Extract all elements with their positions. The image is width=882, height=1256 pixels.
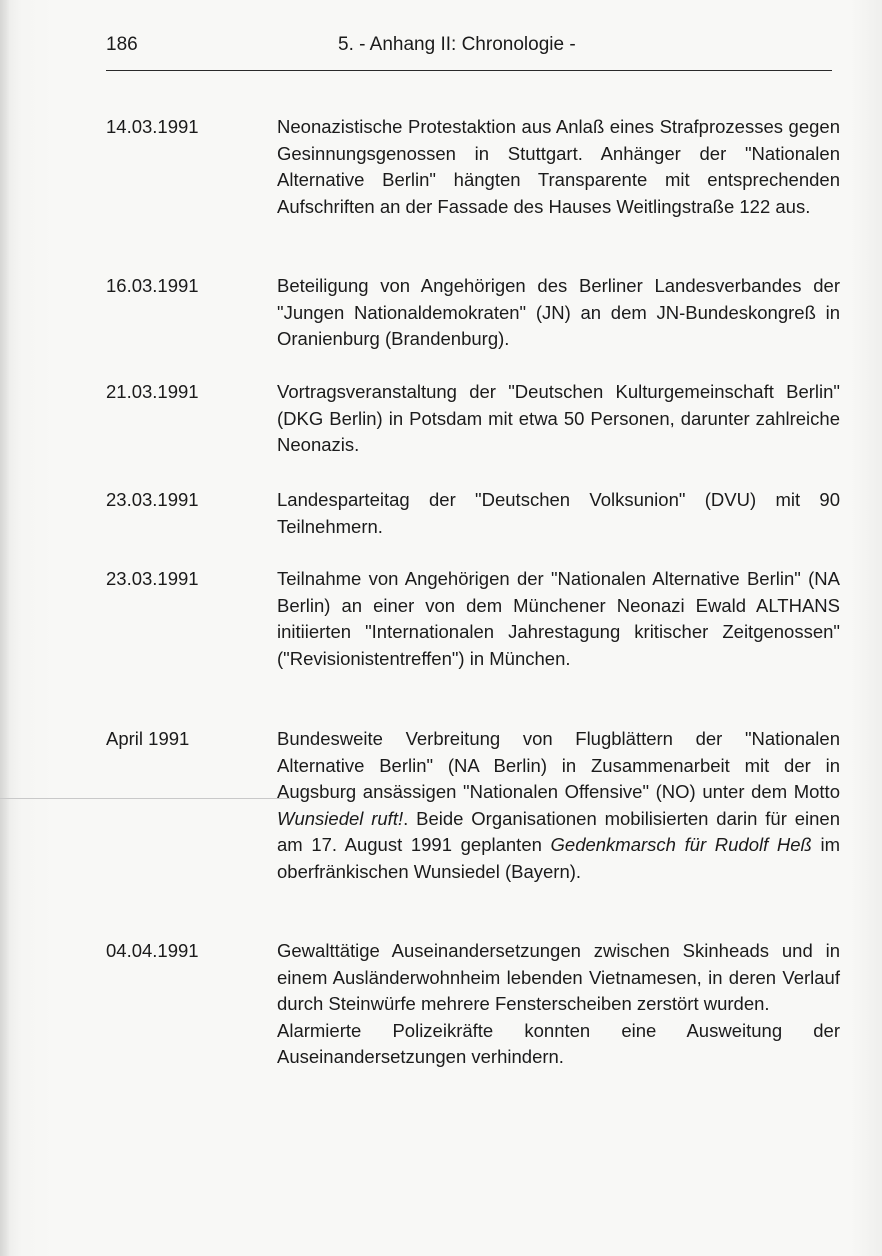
entry-text-part: Bundesweite Verbreitung von Flugblättern der "Nationalen Alternative Berlin" (NA Berlin) in Zusammenarbeit mit der in Augsburg ansässigen "Nationalen Offensive" (NO) unter dem Motto [277, 728, 840, 802]
page-header [106, 34, 832, 62]
entry-date: 23.03.1991 [106, 489, 199, 510]
entry-text-part: . Beide Organisationen mobilisierten darin für einen am 17. August 1991 geplanten [277, 807, 840, 855]
entry-date: 14.03.1991 [106, 116, 199, 137]
entry-text: Teilnahme von Angehörigen der "Nationalen Alternative Berlin" (NA Berlin) an einer von dem Münchener Neonazi Ewald ALTHANS initiierten "Internationalen Jahrestagung kritischer Zeitgenossen" ("Revisionistentreffen") in München. [277, 568, 840, 669]
entry-date: 21.03.1991 [106, 381, 199, 402]
entry-text: Gewalttätige Auseinandersetzungen zwischen Skinheads und in einem Ausländerwohnheim lebenden Vietnamesen, in deren Verlauf durch Steinwürfe mehrere Fensterscheiben zerstört wurden. [277, 940, 840, 1014]
entry-date: 16.03.1991 [106, 275, 199, 296]
page-edge-shadow [0, 0, 10, 1256]
running-title: 5. - Anhang II: Chronologie - [338, 34, 576, 55]
entry-text: Neonazistische Protestaktion aus Anlaß eines Strafprozesses gegen Gesinnungsgenossen in Stuttgart. Anhänger der "Nationalen Alternative Berlin" hängten Transparente mit entsprechenden Aufschriften an der Fassade des Hauses Weitlingstraße 122 aus. [277, 116, 840, 217]
entry-text: Landesparteitag der "Deutschen Volksunion" (DVU) mit 90 Teilnehmern. [277, 489, 840, 537]
entry-text-part: im oberfränkischen Wunsiedel (Bayern). [277, 834, 840, 882]
header-rule [106, 70, 832, 71]
scan-artifact-line [0, 798, 290, 799]
entry-date: April 1991 [106, 728, 190, 749]
motto-italic: Wunsiedel ruft! [277, 807, 404, 829]
entry-text [277, 726, 840, 885]
entry-text-continued: Alarmierte Polizeikräfte konnten eine Ausweitung der Auseinandersetzungen verhindern. [277, 1019, 840, 1067]
entry-text: Beteiligung von Angehörigen des Berliner Landesverbandes der "Jungen Nationaldemokraten" (JN) an dem JN-Bundeskongreß in Oranienburg (Brandenburg). [277, 275, 840, 349]
page-number: 186 [106, 34, 138, 55]
entry-text: Vortragsveranstaltung der "Deutschen Kulturgemeinschaft Berlin" (DKG Berlin) in Potsdam mit etwa 50 Personen, darunter zahlreiche Neonazis. [277, 381, 840, 455]
entry-date: 04.04.1991 [106, 940, 199, 961]
entry-date: 23.03.1991 [106, 568, 199, 589]
march-name-italic: Gedenkmarsch für Rudolf Heß [550, 834, 812, 855]
entry-text-block [277, 938, 840, 1071]
